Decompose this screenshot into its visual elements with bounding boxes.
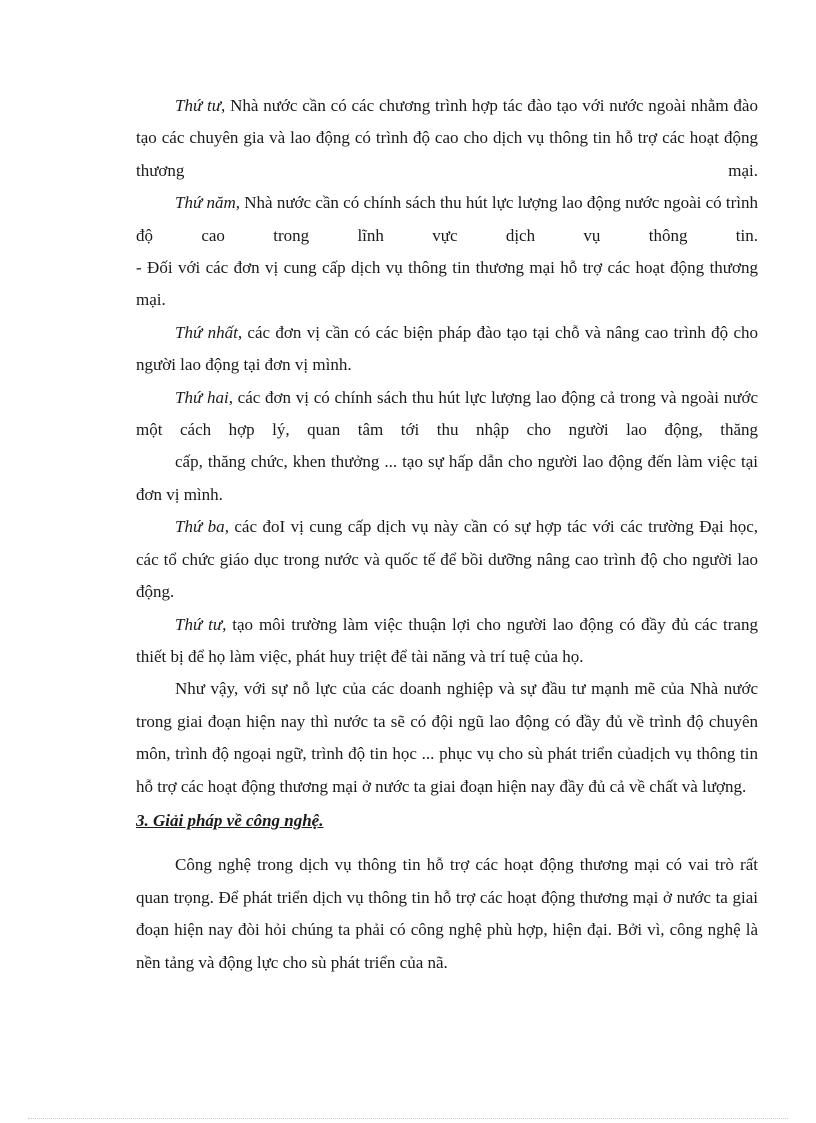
- paragraph-lead: Thứ hai: [175, 387, 229, 407]
- paragraph-lead: Thứ năm: [175, 193, 236, 213]
- paragraph-text: cấp, thăng chức, khen thưởng ... tạo sự hấp dẫn cho người lao động đến làm việc tại đơn vị mình.: [136, 452, 758, 504]
- paragraph-lead: Thứ nhất: [175, 322, 238, 342]
- paragraph-text: , Nhà nước cần có chính sách thu hút lực lượng lao động nước ngoài có trình độ cao trong lĩnh vực dịch vụ thông tin.: [136, 193, 758, 245]
- paragraph-text: , các đoI vị cung cấp dịch vụ này cần có sự hợp tác với các trường Đại học, các tổ chức giáo dục trong nước và quốc tế để bồi dưỡng nâng cao trình độ cho người lao động.: [136, 517, 758, 602]
- paragraph-thu-hai-part1: [136, 382, 758, 447]
- paragraph-lead: Thứ ba: [175, 517, 225, 537]
- paragraph-text: tạo môi trường làm việc thuận lợi cho người lao động có đầy đủ các trang thiết bị để họ làm việc, phát huy triệt để tài năng và trí tuệ của họ.: [136, 614, 758, 666]
- paragraph-text: , Nhà nước cần có các chương trình hợp tác đào tạo với nước ngoài nhằm đào tạo các chuyên gia và lao động có trình độ cao cho dịch vụ thông tin hỗ trợ các hoạt động thương mại.: [136, 96, 758, 180]
- paragraph-thu-nam: [136, 187, 758, 252]
- paragraph-lead: Thứ tư,: [175, 614, 227, 634]
- paragraph-thu-tu-2: [136, 609, 758, 674]
- paragraph-lead: Thứ tư: [175, 96, 222, 115]
- paragraph-nhu-vay: Như vậy, với sự nỗ lực của các doanh nghiệp và sự đầu tư mạnh mẽ của Nhà nước trong giai đoạn hiện nay thì nước ta sẽ có đội ngũ lao động có đầy đủ về trình độ chuyên môn, trình độ ngoại ngữ, trình độ tin học ... phục vụ cho sù phát triển củadịch vụ thông tin hỗ trợ các hoạt động thương mại ở nước ta giai đoạn hiện nay đầy đủ cả về chất và lượng.: [136, 679, 758, 796]
- paragraph-cong-nghe: Công nghệ trong dịch vụ thông tin hỗ trợ các hoạt động thương mại có vai trò rất quan trọng. Để phát triển dịch vụ thông tin hỗ trợ các hoạt động thương mại ở nước ta giai đoạn hiện nay đòi hỏi chúng ta phải có công nghệ phù hợp, hiện đại. Bởi vì, công nghệ là nền tảng và động lực cho sù phát triển của nã.: [136, 855, 758, 972]
- document-body: [136, 90, 758, 979]
- paragraph-thu-nhat: [136, 317, 758, 382]
- paragraph-doi-voi-don-vi: - Đối với các đơn vị cung cấp dịch vụ thông tin thương mại hỗ trợ các hoạt động thương mại.: [136, 258, 758, 310]
- paragraph-thu-hai-part2: [136, 446, 758, 511]
- section-heading: 3. Giải pháp về công nghệ.: [136, 810, 324, 830]
- page-footer-divider: [28, 1118, 788, 1119]
- paragraph-thu-ba: [136, 511, 758, 608]
- paragraph-thu-tu-1: [136, 90, 758, 187]
- paragraph-text: , các đơn vị có chính sách thu hút lực lượng lao động cả trong và ngoài nước một cách hợp lý, quan tâm tới thu nhập cho người lao động, thăng: [136, 387, 758, 440]
- paragraph-text: , các đơn vị cần có các biện pháp đào tạo tại chỗ và nâng cao trình độ cho người lao động tại đơn vị mình.: [136, 322, 759, 375]
